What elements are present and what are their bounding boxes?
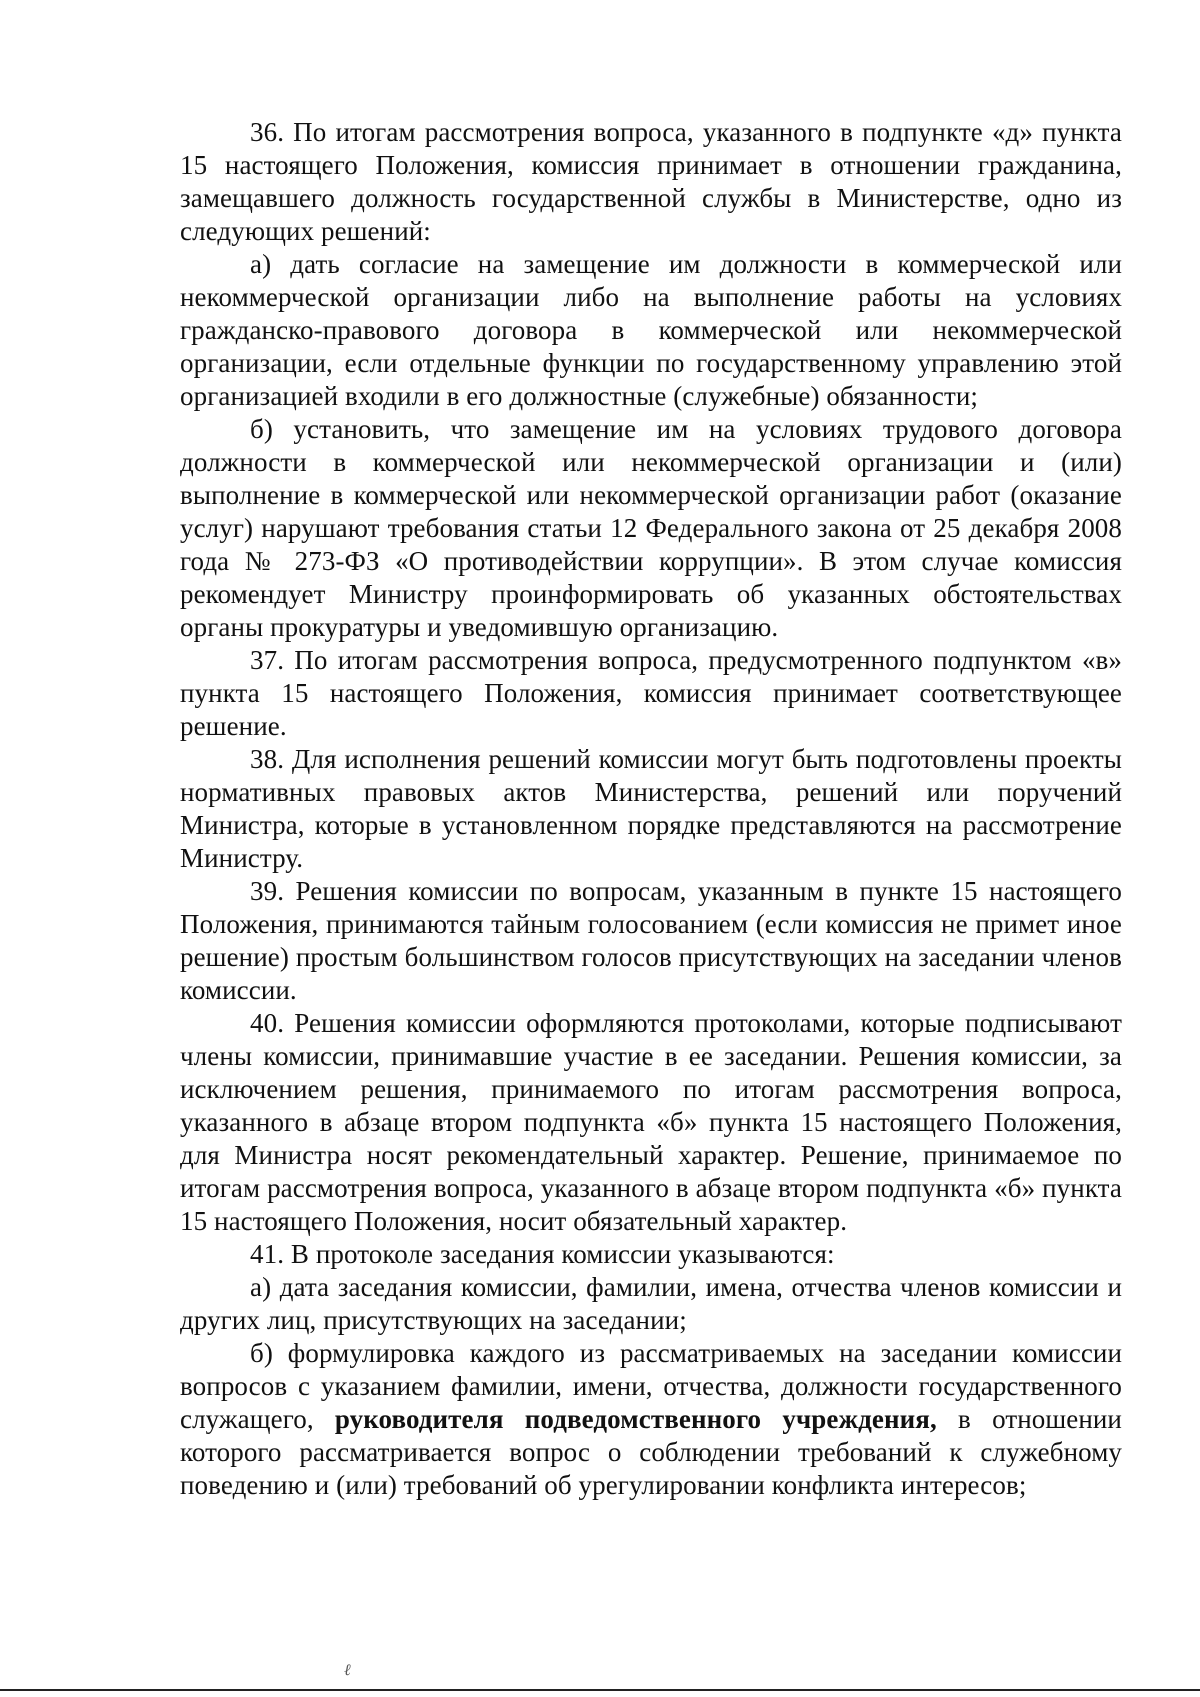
paragraph-40: 40. Решения комиссии оформляются протоколами, которые подписывают члены комиссии, принимавшие участие в ее заседании. Решения комиссии, за исключением решения, принимаемого по итогам рассмотрения вопроса, указанного в абзаце втором подпункта «б» пункта 15 настоящего Положения, для Министра носят рекомендательный характер. Решение, принимаемое по итогам рассмотрения вопроса, указанного в абзаце втором подпункта «б» пункта 15 настоящего Положения, носит обязательный характер. — [180, 1008, 1122, 1236]
paragraph-41-b-text-end: в отношении которого рассматривается вопрос о соблюдении требований к служебному поведению и (или) требований об урегулировании конфликта интересов; — [180, 1404, 1122, 1500]
page-bottom-rule — [0, 1689, 1200, 1691]
paragraph-41: 41. В протоколе заседания комиссии указываются: — [250, 1239, 835, 1269]
document-body — [180, 116, 1122, 1502]
paragraph-41-a: а) дата заседания комиссии, фамилии, имена, отчества членов комиссии и других лиц, присутствующих на заседании; — [180, 1272, 1122, 1335]
paragraph-39: 39. Решения комиссии по вопросам, указанным в пункте 15 настоящего Положения, принимаются тайным голосованием (если комиссия не примет иное решение) простым большинством голосов присутствующих на заседании членов комиссии. — [180, 876, 1122, 1005]
paragraph-41-b — [180, 1337, 1122, 1502]
paragraph-38: 38. Для исполнения решений комиссии могут быть подготовлены проекты нормативных правовых актов Министерства, решений или поручений Министра, которые в установленном порядке представляются на рассмотрение Министру. — [180, 744, 1122, 873]
paragraph-36-a: а) дать согласие на замещение им должности в коммерческой или некоммерческой организации либо на выполнение работы на условиях гражданско-правового договора в коммерческой или некоммерческой организации, если отдельные функции по государственному управлению этой организацией входили в его должностные (служебные) обязанности; — [180, 249, 1122, 411]
paragraph-41-b-bold-text: руководителя подведомственного учреждения, — [334, 1404, 937, 1434]
paragraph-36-b: б) установить, что замещение им на условиях трудового договора должности в коммерческой или некоммерческой организации и (или) выполнение в коммерческой или некоммерческой организации работ (оказание услуг) нарушают требования статьи 12 Федерального закона от 25 декабря 2008 года № 273-ФЗ «О противодействии коррупции». В этом случае комиссия рекомендует Министру проинформировать об указанных обстоятельствах органы прокуратуры и уведомившую организацию. — [180, 414, 1122, 642]
paragraph-36: 36. По итогам рассмотрения вопроса, указанного в подпункте «д» пункта 15 настоящего Положения, комиссия принимает в отношении гражданина, замещавшего должность государственной службы в Министерстве, одно из следующих решений: — [180, 117, 1122, 246]
paragraph-41-b-text-start: б) формулировка каждого из рассматриваемых на заседании комиссии вопросов с указанием фамилии, имени, отчества, должности государственного служащего, — [180, 1338, 1122, 1434]
paragraph-37: 37. По итогам рассмотрения вопроса, предусмотренного подпунктом «в» пункта 15 настоящего Положения, комиссия принимает соответствующее решение. — [180, 645, 1122, 741]
scan-mark: ℓ — [344, 1662, 351, 1679]
